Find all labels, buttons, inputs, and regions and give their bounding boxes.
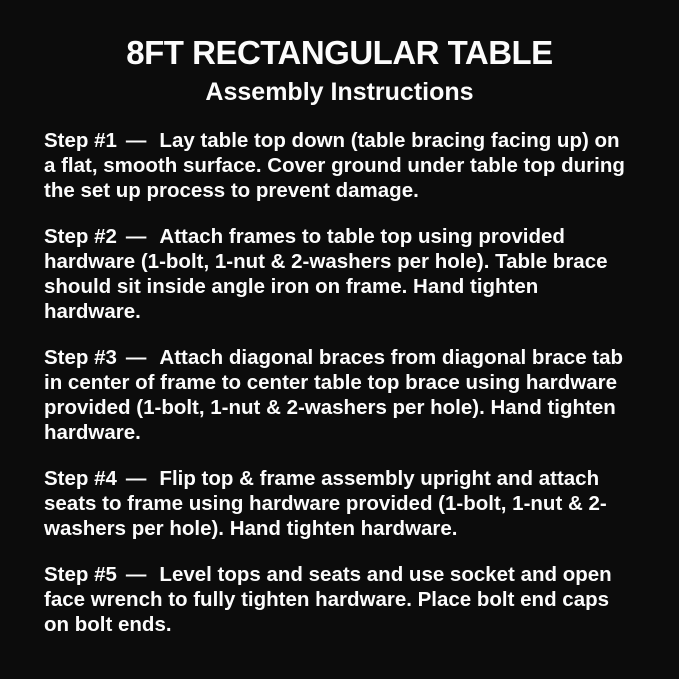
step-text: Attach frames to table top using provided hardware (1-bolt, 1-nut & 2-washers per hole). Table brace should sit inside angle iron on frame. Hand tighten hardware. (44, 225, 608, 324)
step-label: Step #2 (44, 225, 117, 249)
em-dash: — (125, 129, 147, 153)
step-text: Attach diagonal braces from diagonal brace tab in center of frame to center table top brace using hardware provided (1-bolt, 1-nut & 2-washers per hole). Hand tighten hardware. (44, 346, 624, 445)
page-subtitle: Assembly Instructions (205, 77, 474, 106)
page-title: 8FT RECTANGULAR TABLE (126, 34, 553, 71)
step-paragraph (44, 562, 635, 637)
step-text: Lay table top down (table bracing facing up) on a flat, smooth surface. Cover ground under table top during the set up process to prevent damage. (44, 129, 625, 203)
em-dash: — (125, 467, 147, 491)
em-dash: — (125, 225, 147, 249)
step-paragraph (44, 466, 635, 541)
step-label: Step #1 (44, 129, 117, 153)
step-label: Step #3 (44, 346, 117, 370)
step-label: Step #5 (44, 563, 117, 587)
header (44, 36, 635, 106)
step-paragraph (44, 128, 635, 203)
step-label: Step #4 (44, 467, 117, 491)
step-paragraph (44, 345, 635, 445)
em-dash: — (125, 346, 147, 370)
step-text: Level tops and seats and use socket and open face wrench to fully tighten hardware. Place bolt end caps on bolt ends. (44, 563, 612, 637)
step-text: Flip top & frame assembly upright and attach seats to frame using hardware provided (1-bolt, 1-nut & 2-washers per hole). Hand tighten hardware. (44, 467, 607, 541)
step-paragraph (44, 224, 635, 324)
steps-list (44, 128, 635, 637)
em-dash: — (125, 563, 147, 587)
